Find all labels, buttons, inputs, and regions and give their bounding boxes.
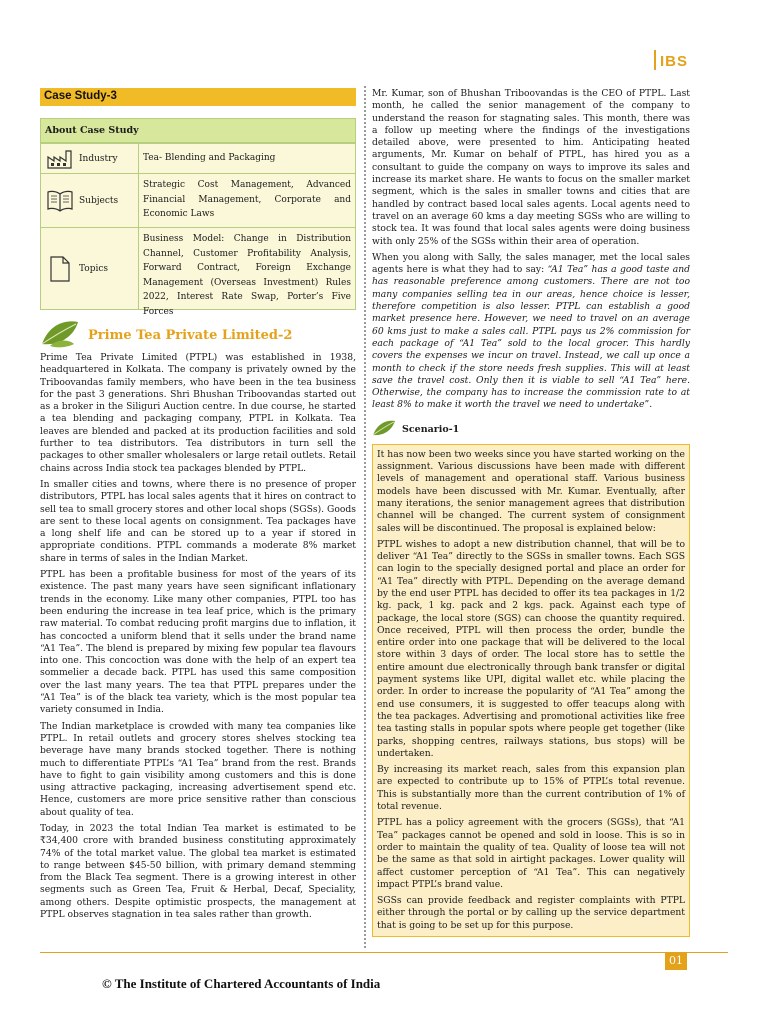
scenario-paragraph: PTPL wishes to adopt a new distribution channel, that will be to deliver “A1 Tea” directly to the SGSs in smaller towns. Each SGS can login to the specially designed portal and place an order for “A1 Tea” directly with PTPL. Depending on the average demand by the end user PTPL has decided to offer its tea packages in 1/2 kg. pack, 1 kg. pack and 2 kgs. pack. Against each type of package, the local store (SGS) can choose the quantity required. Once received, PTPL will then process the order, bundle the entire order into one package that will be delivered to the local store within 3 days of order. The local store has to settle the entire amount due electronically through bank transfer or digital payment systems like UPI, digital wallet etc. while placing the order. In order to increase the popularity of “A1 Tea” among the end use consumers, it is suggested to offer teacups along with the tea packages. Advertising and promotional activities like free tea tasting stalls in popular spots where people get together (like parks, shopping centres, railways stations, bus stops) will be undertaken.	[377, 538, 685, 759]
scenario-paragraph: By increasing its market reach, sales from this expansion plan are expected to contribute up to 15% of PTPL’s total revenue. This is substantially more than the current contribution of 1% of total revenue.	[377, 764, 685, 813]
section-title: Prime Tea Private Limited-2	[88, 327, 293, 343]
about-table-title: About Case Study	[41, 119, 355, 143]
about-case-study-table	[40, 118, 356, 317]
about-row-topics	[41, 227, 355, 317]
page-number: 01	[665, 953, 687, 970]
tea-leaf-icon	[372, 419, 396, 440]
scenario-box	[372, 444, 690, 937]
quote-paragraph	[372, 252, 690, 412]
scenario-title: Scenario-1	[402, 424, 460, 436]
factory-icon	[45, 149, 75, 169]
quote-italic: “A1 Tea” has a good taste and has reasonable preference among customers. There are not too many companies selling tea in our areas, hence choice is lesser, therefore competition is also lesser. PTPL can establish a good market presence here. However, we need to travel on an average 60 kms just to make a sales call. PTPL pays us 2% commission for each package of “A1 Tea” sold to the local grocer. This hardly covers the expenses we incur on travel. Instead, we call up once a month to check if the store needs fresh supplies. This will at least save the travel cost. Only then it is viable to sell “A1 Tea” here. Otherwise, the company has to increase the commission rate to at least 8% to make it worth the travel we need to undertake	[372, 264, 690, 411]
paragraph: PTPL has been a profitable business for most of the years of its existence. The past many years have seen significant inflationary trends in the economy. Like many other companies, PTPL too has been enduring the increase in tea leaf price, which is the primary raw material. To combat reducing profit margins due to inflation, it has concocted a uniform blend that it sells under the brand name “A1 Tea”. The blend is prepared by mixing few popular tea flavours into one. This concoction was done with the help of an expert tea sommelier a decade back. PTPL has used this same composition over the last many years. The tea that PTPL prepares under the “A1 Tea” is of the black tea variety, which is the most popular tea variety consumed in India.	[40, 569, 356, 716]
paragraph: In smaller cities and towns, where there is no presence of proper distributors, PTPL has local sales agents that it hires on contract to sell tea to small grocery stores and other local shops (SGSs). Goods are sent to these local agents on consignment. Tea packages have a long shelf life and can be stored up to a year if stored in appropriate conditions. PTPL commands a moderate 8% market share in terms of sales in the Indian Market.	[40, 478, 356, 564]
book-icon	[45, 190, 75, 212]
scenario-title-row	[372, 420, 690, 440]
column-divider	[364, 86, 366, 948]
paragraph: Mr. Kumar, son of Bhushan Triboovandas is the CEO of PTPL. Last month, he called the senior management of the company to understand the reason for stagnating sales. This month, there was a follow up meeting where the findings of the investigations detailed above, were presented to him. Anticipating heated arguments, Mr. Kumar on behalf of PTPL, has hired you as a consultant to guide the company on ways to improve its sales and increase its market share. He wants to focus on the smaller market segment, which is the sales in smaller towns and cities that are handled by contract based local sales agents. Local agents need to travel on an average 60 kms a day meeting SGSs who are willing to stock tea. It was found that local sales agents were doing business with only 25% of the SGSs within their area of operation.	[372, 88, 690, 247]
footer-copyright: © The Institute of Chartered Accountants of India	[102, 976, 381, 991]
about-key-label: Topics	[79, 263, 109, 274]
left-body-text	[40, 352, 356, 921]
case-study-heading: Case Study-3	[40, 88, 356, 106]
section-title-row	[40, 320, 356, 350]
left-column	[40, 88, 356, 921]
paragraph: Prime Tea Private Limited (PTPL) was established in 1938, headquartered in Kolkata. The company is privately owned by the Triboovandas family members, who have been in the tea business for the past 3 generations. Shri Bhushan Triboovandas started out as a broker in the Siliguri Auction centre. In due course, he started a tea blending and packaging company, PTPL in Kolkata. Tea leaves are blended and packed at its production facilities and sold further to tea distributors. Tea distributors in turn sell the packages to other smaller wholesalers or large retail outlets. Retail chains across India stock tea packages blended by PTPL.	[40, 352, 356, 474]
document-icon	[45, 256, 75, 282]
quote-tail: ”.	[644, 399, 653, 411]
logo-text: IBS	[659, 53, 688, 70]
right-column	[372, 88, 690, 937]
about-value: Business Model: Change in Distribution Channel, Customer Profitability Analysis, Forward Contract, Foreign Exchange Management (Overseas Investment) Rules 2022, Interest Rate Swap, Porter’s Five Forces	[143, 234, 351, 317]
right-body-text	[372, 88, 690, 412]
about-value: Strategic Cost Management, Advanced Financial Management, Corporate and Economic Laws	[143, 180, 351, 219]
about-row-industry	[41, 143, 355, 173]
scenario-paragraph: PTPL has a policy agreement with the grocers (SGSs), that “A1 Tea” packages cannot be opened and sold in loose. This is so in order to maintain the quality of tea. Quality of loose tea will not be the same as that sold in airtight packages. Lower quality will affect customer perception of “A1 Tea”. This can negatively impact PTPL’s brand value.	[377, 817, 685, 890]
about-value: Tea- Blending and Packaging	[143, 153, 276, 164]
footer-rule	[40, 952, 728, 953]
quote-intro: When you along with Sally, the sales manager, met the local sales agents here is what they had to say:	[372, 251, 690, 276]
ibs-logo	[654, 50, 688, 70]
paragraph: Today, in 2023 the total Indian Tea market is estimated to be ₹34,400 crore with branded business constituting approximately 74% of the total market value. The global tea market is estimated to range between $45-50 billion, with primary demand stemming from the Black Tea segment. There is a growing interest in other segments such as Green Tea, Fruit & Herbal, Decaf, Speciality, among others. Despite optimistic prospects, the management at PTPL observes stagnation in tea sales rather than growth.	[40, 822, 356, 921]
about-key-label: Industry	[79, 153, 118, 164]
about-key-label: Subjects	[79, 195, 119, 206]
tea-leaf-icon	[40, 318, 80, 352]
paragraph: The Indian marketplace is crowded with many tea companies like PTPL. In retail outlets and grocery stores shelves stocking tea beverage have many brands stocked together. There is nothing much to differentiate PTPL’s “A1 Tea” brand from the rest. Brands have to fight to gain visibility among customers and this is done using attractive packaging, increasing advertisement spend etc. Hence, customers are more price sensitive rather than conscious about quality of tea.	[40, 720, 356, 818]
scenario-paragraph: It has now been two weeks since you have started working on the assignment. Various discussions have been made with different levels of management and operational staff. Various business models have been discussed with Mr. Kumar. Eventually, after many iterations, the senior management agrees that distribution channel will be changed. The current system of consignment sales will be discontinued. The proposal is explained below:	[377, 448, 685, 534]
about-row-subjects	[41, 173, 355, 227]
scenario-paragraph: SGSs can provide feedback and register complaints with PTPL either through the portal or by calling up the service department that is going to be set up for this purpose.	[377, 895, 685, 931]
